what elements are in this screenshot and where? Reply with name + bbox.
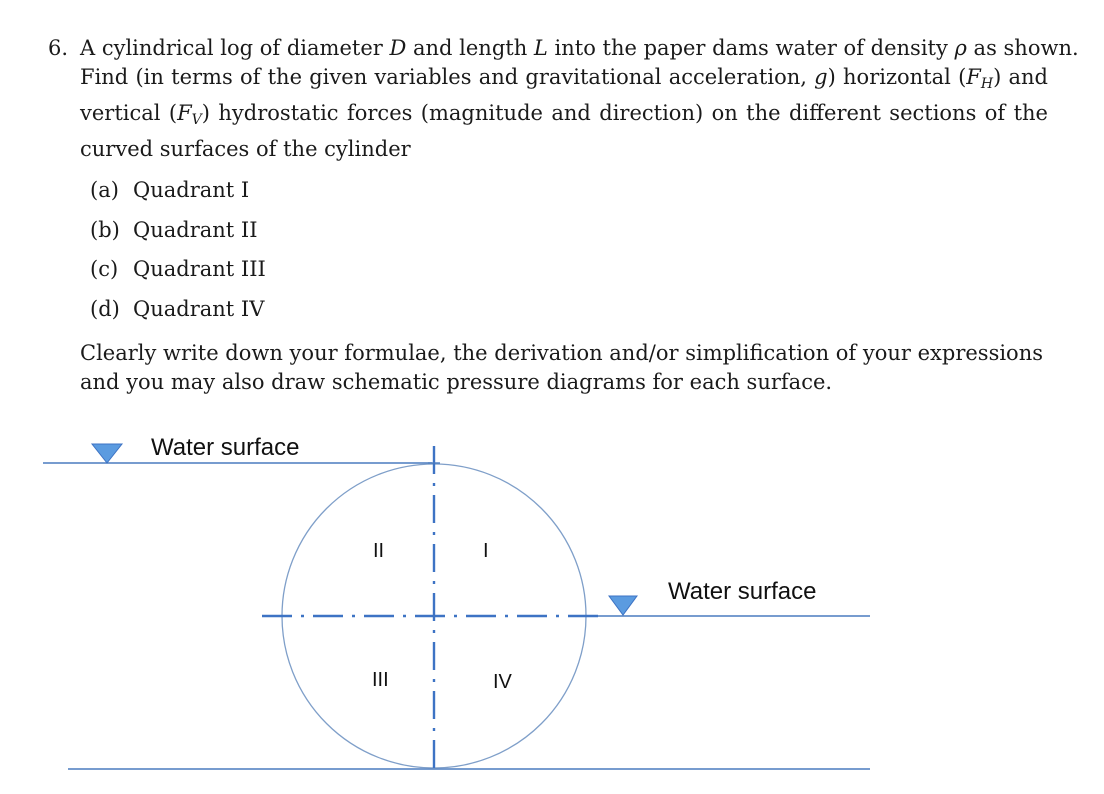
part-text: Quadrant II [133, 217, 258, 242]
quadrant-label-iv: IV [493, 671, 512, 693]
part-label: (a) [90, 178, 119, 202]
instruction-line-1: Clearly write down your formulae, the derivation and/or simplification of your expressions [80, 341, 1044, 365]
right-water-marker-icon [609, 596, 637, 615]
part-label: (b) [90, 217, 120, 242]
quadrant-label-ii: II [373, 540, 385, 562]
problem-number: 6. [48, 36, 69, 60]
right-water-label: Water surface [668, 578, 817, 605]
part-text: Quadrant IV [133, 296, 265, 321]
left-water-marker-icon [92, 444, 122, 463]
problem-line-4: curved surfaces of the cylinder [80, 137, 411, 161]
problem-line-3: vertical $(F_V)$ hydrostatic forces (magnitude and direction) on the different sections of the [80, 101, 1048, 128]
left-water-label: Water surface [151, 434, 300, 461]
part-label: (c) [90, 257, 119, 281]
quadrant-label-iii: III [372, 669, 389, 691]
problem-line-1: A cylindrical log of diameter D and length L into the paper dams water of density ρ as shown. [80, 36, 1079, 60]
instruction-line-2: and you may also draw schematic pressure diagrams for each surface. [80, 370, 833, 394]
problem-line-2: Find (in terms of the given variables and gravitational acceleration, g) horizontal $(F_H)$ and [80, 65, 1049, 92]
part-text: Quadrant I [133, 178, 250, 202]
quadrant-label-i: I [483, 540, 489, 562]
part-label: (d) [90, 296, 120, 321]
part-text: Quadrant III [133, 257, 266, 281]
